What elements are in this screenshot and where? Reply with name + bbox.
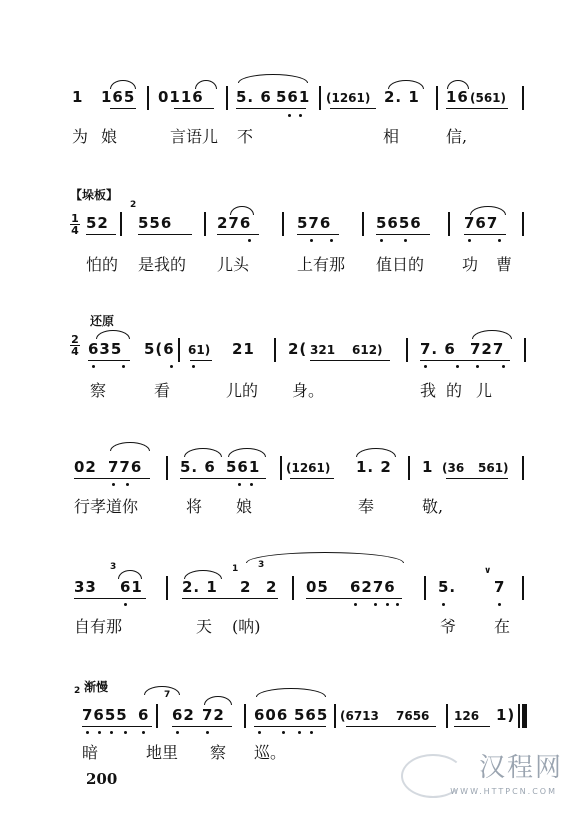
beam — [88, 360, 130, 361]
score-line-5 — [0, 552, 585, 672]
note-group: 7. 6 — [420, 340, 456, 358]
note-group: 321 — [310, 343, 336, 357]
note-group: 5. 6 — [180, 458, 216, 476]
beam — [180, 478, 266, 479]
low-octave-dot — [456, 365, 459, 368]
note-group: 0116 — [158, 88, 204, 106]
lyric: 是我的 — [138, 255, 187, 274]
note-group: 33 — [74, 578, 97, 596]
barline — [274, 338, 276, 362]
note-group: 5. — [438, 578, 457, 596]
lyric: 儿头 — [217, 255, 250, 274]
note-group: 61 — [120, 578, 143, 596]
lyric: 敬, — [422, 497, 444, 516]
time-signature: 1 4 — [71, 212, 79, 237]
low-octave-dot — [176, 731, 179, 734]
grace-note: 2 — [130, 200, 137, 210]
note-group: 576 — [297, 214, 332, 232]
note-group: 565 — [294, 706, 329, 724]
score-line-1 — [0, 80, 585, 200]
lyric: 怕的 — [86, 255, 119, 274]
lyric: 暗 — [82, 743, 99, 762]
slur — [230, 206, 254, 215]
slur — [388, 80, 424, 89]
slur — [195, 80, 217, 89]
lyric: 为 — [72, 127, 89, 146]
barline — [436, 86, 438, 110]
barline — [448, 212, 450, 236]
slur — [184, 448, 222, 457]
breath-mark: ∨ — [484, 566, 492, 576]
slur — [447, 80, 469, 89]
barline — [522, 456, 524, 480]
score-line-4 — [0, 432, 585, 552]
note-group: 5. 6 — [236, 88, 272, 106]
beam — [290, 478, 334, 479]
note-group: 2. 1 — [384, 88, 420, 106]
low-octave-dot — [124, 603, 127, 606]
note-group: 612) — [352, 343, 383, 357]
grace-note: 3 — [258, 560, 265, 570]
note-group: 767 — [464, 214, 499, 232]
beam — [174, 108, 214, 109]
note-group: 2. 1 — [182, 578, 218, 596]
beam — [376, 234, 430, 235]
note-group: 7655 — [82, 706, 128, 724]
lyric: 天 — [196, 617, 213, 636]
note-group: 556 — [138, 214, 173, 232]
note-group: 62 — [172, 706, 195, 724]
note-group: (1261) — [286, 461, 331, 475]
beam — [86, 234, 116, 235]
lyric: 娘 — [236, 497, 253, 516]
barline — [280, 456, 282, 480]
slur — [246, 552, 404, 563]
tempo-mark: 渐慢 — [84, 680, 109, 694]
beam — [420, 360, 510, 361]
grace-note: 7 — [164, 690, 171, 700]
low-octave-dot — [354, 603, 357, 606]
low-octave-dot — [86, 731, 89, 734]
lyric: 儿的 — [226, 381, 259, 400]
lyric: 地里 — [146, 743, 179, 762]
low-octave-dot — [112, 483, 115, 486]
lyric: 相 — [383, 127, 400, 146]
note-group: 126 — [454, 709, 480, 723]
note-group: (36 — [442, 461, 465, 475]
note-group: 1 — [72, 88, 84, 106]
lyric: 看 — [154, 381, 171, 400]
barline — [166, 576, 168, 600]
section-mark: 还原 — [90, 314, 115, 328]
barline — [522, 86, 524, 110]
grace-note: 2 — [74, 686, 81, 696]
note-group: 2( — [288, 340, 308, 358]
low-octave-dot — [282, 731, 285, 734]
grace-note: 1 — [232, 564, 239, 574]
slur — [96, 330, 130, 339]
barline — [424, 576, 426, 600]
note-group: 5(6 — [144, 340, 175, 358]
section-mark: 【垛板】 — [70, 188, 119, 202]
note-group: 2 — [240, 578, 252, 596]
note-group: 606 — [254, 706, 289, 724]
low-octave-dot — [404, 239, 407, 242]
beam — [138, 234, 192, 235]
low-octave-dot — [170, 365, 173, 368]
beam — [217, 234, 259, 235]
low-octave-dot — [92, 365, 95, 368]
slur — [472, 330, 512, 339]
beam — [306, 598, 402, 599]
barline — [524, 338, 526, 362]
low-octave-dot — [476, 365, 479, 368]
note-group: 561 — [226, 458, 261, 476]
lyric: 将 — [186, 497, 203, 516]
beam — [254, 726, 326, 727]
lyric: 在 — [494, 617, 511, 636]
low-octave-dot — [206, 731, 209, 734]
slur — [256, 688, 326, 697]
watermark-text: 汉程网 — [478, 753, 563, 783]
low-octave-dot — [498, 239, 501, 242]
low-octave-dot — [442, 603, 445, 606]
lyric: 曹 — [496, 255, 513, 274]
note-group: 1) — [496, 706, 516, 724]
lyric: 值日的 — [376, 255, 425, 274]
note-group: 72 — [202, 706, 225, 724]
low-octave-dot — [310, 731, 313, 734]
barline — [226, 86, 228, 110]
low-octave-dot — [124, 731, 127, 734]
note-group: 05 — [306, 578, 329, 596]
beam — [82, 726, 152, 727]
barline — [147, 86, 149, 110]
low-octave-dot — [386, 603, 389, 606]
note-group: 5656 — [376, 214, 422, 232]
note-group: 165 — [101, 88, 136, 106]
low-octave-dot — [396, 603, 399, 606]
note-group: 635 — [88, 340, 123, 358]
note-group: (6713 — [340, 709, 379, 723]
note-group: 21 — [232, 340, 255, 358]
note-group: 276 — [217, 214, 252, 232]
low-octave-dot — [424, 365, 427, 368]
barline — [178, 338, 180, 362]
page-number: 200 — [86, 770, 118, 788]
beam — [330, 108, 376, 109]
lyric: 身。 — [292, 381, 325, 400]
lyric: 巡。 — [254, 743, 287, 762]
barline — [120, 212, 122, 236]
note-group: 561) — [478, 461, 509, 475]
lyric: 的 — [446, 381, 463, 400]
low-octave-dot — [238, 483, 241, 486]
barline — [292, 576, 294, 600]
note-group: 6276 — [350, 578, 396, 596]
slur — [238, 74, 308, 83]
beam — [190, 360, 212, 361]
note-group: 02 — [74, 458, 97, 476]
beam — [236, 108, 306, 109]
note-group: 561 — [276, 88, 311, 106]
low-octave-dot — [374, 603, 377, 606]
slur — [118, 570, 142, 579]
beam — [74, 478, 150, 479]
low-octave-dot — [142, 731, 145, 734]
note-group: 52 — [86, 214, 109, 232]
lyric: (呐) — [232, 617, 261, 636]
lyric: 奉 — [358, 497, 375, 516]
lyric: 娘 — [101, 127, 118, 146]
barline — [362, 212, 364, 236]
slur — [110, 442, 150, 451]
low-octave-dot — [288, 114, 291, 117]
low-octave-dot — [98, 731, 101, 734]
note-group: (561) — [470, 91, 507, 105]
barline — [408, 456, 410, 480]
beam — [172, 726, 232, 727]
lyric: 不 — [237, 127, 254, 146]
note-group: 7656 — [396, 709, 430, 723]
slur — [184, 570, 222, 579]
lyric: 察 — [90, 381, 107, 400]
barline — [406, 338, 408, 362]
low-octave-dot — [258, 731, 261, 734]
slur — [110, 80, 136, 89]
slur — [144, 686, 180, 695]
barline — [522, 212, 524, 236]
beam — [454, 726, 490, 727]
slur — [228, 448, 266, 457]
barline — [319, 86, 321, 110]
lyric: 行孝道你 — [74, 497, 139, 516]
note-group: 1. 2 — [356, 458, 392, 476]
beam — [464, 234, 506, 235]
lyric: 信, — [446, 127, 468, 146]
lyric: 爷 — [440, 617, 457, 636]
barline — [334, 704, 336, 728]
low-octave-dot — [380, 239, 383, 242]
barline — [156, 704, 158, 728]
lyric: 自有那 — [74, 617, 123, 636]
slur — [204, 696, 232, 705]
low-octave-dot — [126, 483, 129, 486]
note-group: 727 — [470, 340, 505, 358]
final-barline-thin — [518, 704, 520, 728]
barline — [166, 456, 168, 480]
note-group: (1261) — [326, 91, 371, 105]
watermark-url: WWW.HTTPCN.COM — [450, 787, 557, 796]
beam — [110, 108, 136, 109]
low-octave-dot — [298, 731, 301, 734]
note-group: 2 — [266, 578, 278, 596]
beam — [346, 726, 436, 727]
lyric: 察 — [210, 743, 227, 762]
barline — [522, 576, 524, 600]
score-line-3 — [0, 312, 585, 432]
note-group: 16 — [446, 88, 469, 106]
time-signature: 2 4 — [71, 333, 79, 358]
note-group: 1 — [422, 458, 434, 476]
score-line-2 — [0, 186, 585, 306]
lyric: 功 — [462, 255, 479, 274]
beam — [182, 598, 278, 599]
lyric: 言语儿 — [170, 127, 219, 146]
barline — [204, 212, 206, 236]
low-octave-dot — [330, 239, 333, 242]
note-group: 776 — [108, 458, 143, 476]
low-octave-dot — [299, 114, 302, 117]
note-group: 7 — [494, 578, 506, 596]
low-octave-dot — [248, 239, 251, 242]
barline — [282, 212, 284, 236]
low-octave-dot — [250, 483, 253, 486]
barline — [244, 704, 246, 728]
final-barline-thick — [522, 704, 527, 728]
barline — [446, 704, 448, 728]
low-octave-dot — [310, 239, 313, 242]
beam — [446, 108, 508, 109]
lyric: 我 — [420, 381, 437, 400]
beam — [310, 360, 390, 361]
low-octave-dot — [468, 239, 471, 242]
slur — [356, 448, 396, 457]
lyric: 上有那 — [297, 255, 346, 274]
beam — [446, 478, 508, 479]
low-octave-dot — [498, 603, 501, 606]
low-octave-dot — [502, 365, 505, 368]
beam — [74, 598, 146, 599]
low-octave-dot — [192, 365, 195, 368]
low-octave-dot — [110, 731, 113, 734]
grace-note: 3 — [110, 562, 117, 572]
slur — [470, 206, 506, 215]
low-octave-dot — [122, 365, 125, 368]
beam — [297, 234, 339, 235]
note-group: 61) — [188, 343, 211, 357]
lyric: 儿 — [476, 381, 493, 400]
note-group: 6 — [138, 706, 150, 724]
